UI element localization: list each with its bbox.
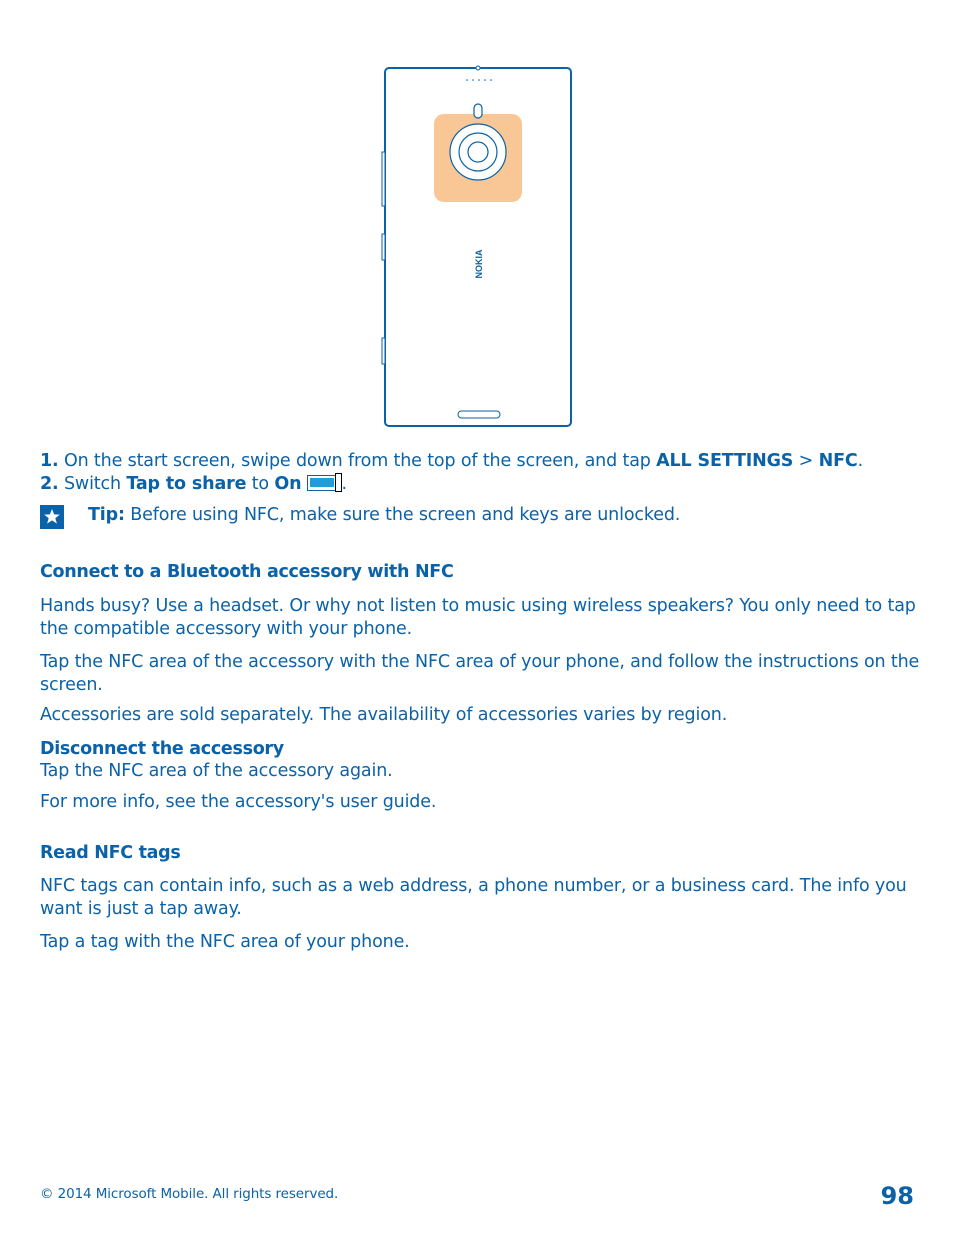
tip-label: Tip:: [88, 505, 125, 525]
phone-back-illustration: [378, 64, 578, 432]
page-number: 98: [880, 1182, 914, 1210]
side-button-low: [382, 338, 385, 364]
camera-icon: [450, 124, 506, 180]
period: .: [857, 451, 864, 471]
paragraph: Tap the NFC area of the accessory with the NFC area of your phone, and follow the instructions on the screen.: [40, 652, 920, 695]
menu-all-settings: ALL SETTINGS: [656, 451, 794, 471]
separator: >: [793, 451, 819, 471]
step-text-to: to: [246, 474, 275, 494]
tip-star-icon: [40, 505, 64, 529]
step-number: 2.: [40, 474, 59, 494]
paragraph: Hands busy? Use a headset. Or why not listen to music using wireless speakers? You only need to tap the compatible accessory with your phone.: [40, 596, 916, 639]
sub-heading-disconnect: Disconnect the accessory: [40, 739, 284, 759]
menu-nfc: NFC: [818, 451, 858, 471]
paragraph: Accessories are sold separately. The availability of accessories varies by region.: [40, 705, 728, 725]
paragraph: NFC tags can contain info, such as a web address, a phone number, or a business card. The info you want is just a tap away.: [40, 876, 907, 919]
tip-text: Before using NFC, make sure the screen and keys are unlocked.: [124, 505, 681, 525]
side-button-top: [382, 152, 385, 206]
setting-tap-to-share: Tap to share: [126, 474, 247, 494]
tip: [88, 504, 908, 527]
paragraph: Tap a tag with the NFC area of your phone.: [40, 932, 410, 952]
step-text: Switch: [58, 474, 127, 494]
setting-on: On: [274, 474, 302, 494]
speaker-grille-icon: [458, 411, 500, 418]
section-heading-nfc-tags: Read NFC tags: [40, 843, 181, 863]
side-button-mid: [382, 234, 385, 260]
paragraph: For more info, see the accessory's user guide.: [40, 792, 437, 812]
step-2: [40, 473, 920, 496]
section-heading-bluetooth: Connect to a Bluetooth accessory with NFC: [40, 562, 454, 582]
paragraph: Tap the NFC area of the accessory again.: [40, 761, 393, 781]
brand-logo: NOKIA: [474, 249, 484, 279]
period: .: [341, 474, 347, 494]
step-text: On the start screen, swipe down from the top of the screen, and tap: [58, 451, 657, 471]
toggle-switch-icon: [307, 475, 341, 491]
step-1: [40, 450, 920, 473]
copyright: © 2014 Microsoft Mobile. All rights reserved.: [40, 1186, 339, 1202]
step-number: 1.: [40, 451, 59, 471]
flash-icon: [474, 104, 482, 118]
